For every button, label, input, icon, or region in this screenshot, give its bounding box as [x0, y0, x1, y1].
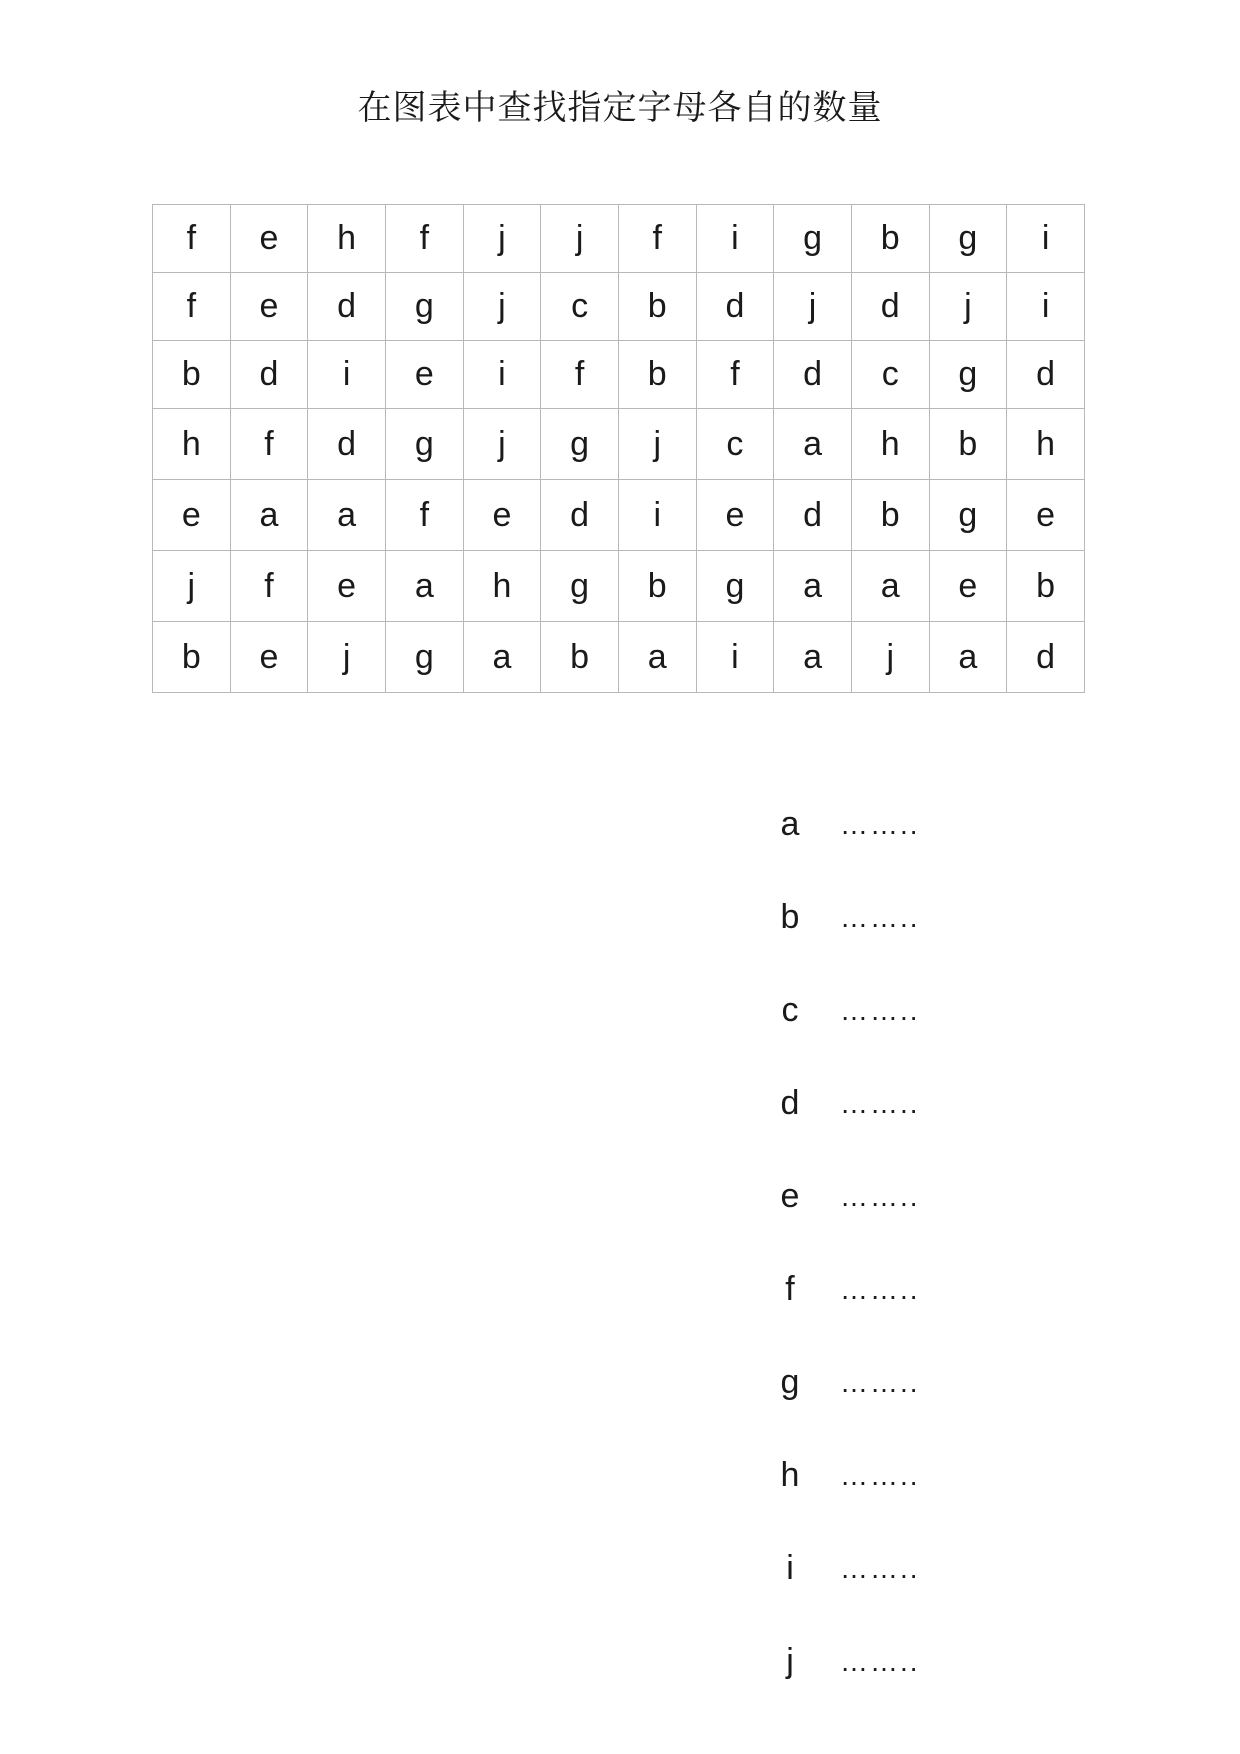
answer-row [770, 1057, 1070, 1150]
grid-cell: d [774, 480, 852, 551]
answer-letter: e [780, 1177, 800, 1215]
grid-cell: g [541, 551, 619, 622]
answer-blank[interactable]: …….. [840, 1087, 920, 1119]
grid-cell: f [541, 341, 619, 409]
grid-row [153, 341, 1085, 409]
answer-blank[interactable]: …….. [840, 1552, 920, 1584]
grid-cell: e [153, 480, 231, 551]
grid-cell: e [463, 480, 541, 551]
grid-cell: e [230, 273, 308, 341]
answer-letter: d [780, 1084, 800, 1122]
answer-letter: j [786, 1642, 794, 1680]
grid-cell: d [774, 341, 852, 409]
answer-letter: b [780, 898, 800, 936]
grid-cell: j [618, 409, 696, 480]
answer-blank[interactable]: …….. [840, 1645, 920, 1677]
answer-letter: g [780, 1363, 800, 1401]
grid-cell: i [1007, 273, 1085, 341]
answer-letter: i [786, 1549, 794, 1587]
letter-grid [152, 204, 1085, 693]
answer-letter: a [780, 805, 800, 843]
grid-cell: j [463, 409, 541, 480]
answer-row [770, 964, 1070, 1057]
grid-cell: d [696, 273, 774, 341]
answer-letter: f [785, 1270, 795, 1308]
grid-cell: e [385, 341, 463, 409]
grid-cell: b [153, 622, 231, 693]
grid-cell: g [929, 341, 1007, 409]
grid-cell: i [696, 205, 774, 273]
grid-cell: c [851, 341, 929, 409]
answer-row [770, 1150, 1070, 1243]
grid-cell: j [463, 273, 541, 341]
grid-cell: h [1007, 409, 1085, 480]
grid-cell: h [308, 205, 386, 273]
grid-row [153, 409, 1085, 480]
answer-row [770, 1522, 1070, 1615]
grid-cell: a [308, 480, 386, 551]
grid-cell: i [618, 480, 696, 551]
answer-row [770, 778, 1070, 871]
answer-list [770, 778, 1070, 1708]
grid-row [153, 273, 1085, 341]
grid-cell: f [230, 409, 308, 480]
grid-cell: j [153, 551, 231, 622]
answer-letter: h [780, 1456, 800, 1494]
grid-cell: i [463, 341, 541, 409]
grid-cell: f [618, 205, 696, 273]
grid-cell: j [541, 205, 619, 273]
grid-cell: f [696, 341, 774, 409]
grid-cell: b [851, 205, 929, 273]
grid-row [153, 205, 1085, 273]
answer-row [770, 1243, 1070, 1336]
grid-cell: a [774, 551, 852, 622]
grid-row [153, 622, 1085, 693]
answer-row [770, 1615, 1070, 1708]
grid-cell: d [1007, 341, 1085, 409]
grid-cell: e [230, 622, 308, 693]
grid-cell: e [1007, 480, 1085, 551]
grid-cell: e [308, 551, 386, 622]
grid-cell: a [774, 409, 852, 480]
grid-cell: d [1007, 622, 1085, 693]
grid-cell: b [1007, 551, 1085, 622]
grid-cell: d [308, 273, 386, 341]
grid-cell: j [774, 273, 852, 341]
grid-cell: a [851, 551, 929, 622]
answer-blank[interactable]: …….. [840, 901, 920, 933]
grid-cell: g [385, 622, 463, 693]
grid-cell: d [541, 480, 619, 551]
grid-cell: g [929, 480, 1007, 551]
grid-cell: f [385, 480, 463, 551]
answer-letter: c [781, 991, 799, 1029]
grid-cell: g [774, 205, 852, 273]
grid-row [153, 551, 1085, 622]
grid-cell: j [463, 205, 541, 273]
answer-row [770, 1429, 1070, 1522]
grid-cell: h [851, 409, 929, 480]
answer-blank[interactable]: …….. [840, 994, 920, 1026]
grid-cell: a [385, 551, 463, 622]
grid-cell: j [851, 622, 929, 693]
answer-blank[interactable]: …….. [840, 808, 920, 840]
grid-cell: f [153, 273, 231, 341]
grid-cell: b [618, 551, 696, 622]
grid-cell: b [618, 273, 696, 341]
grid-cell: e [929, 551, 1007, 622]
grid-cell: e [230, 205, 308, 273]
grid-cell: h [153, 409, 231, 480]
grid-cell: d [230, 341, 308, 409]
grid-cell: b [929, 409, 1007, 480]
grid-cell: g [385, 409, 463, 480]
answer-blank[interactable]: …….. [840, 1366, 920, 1398]
grid-cell: c [541, 273, 619, 341]
grid-cell: f [230, 551, 308, 622]
grid-cell: a [230, 480, 308, 551]
grid-cell: c [696, 409, 774, 480]
grid-cell: g [385, 273, 463, 341]
grid-cell: i [696, 622, 774, 693]
grid-cell: g [929, 205, 1007, 273]
grid-cell: j [929, 273, 1007, 341]
grid-cell: a [929, 622, 1007, 693]
grid-cell: a [774, 622, 852, 693]
page-title: 在图表中查找指定字母各自的数量 [357, 88, 883, 128]
grid-cell: b [153, 341, 231, 409]
grid-cell: h [463, 551, 541, 622]
grid-cell: f [153, 205, 231, 273]
grid-cell: a [618, 622, 696, 693]
answer-blank[interactable]: …….. [840, 1273, 920, 1305]
answer-blank[interactable]: …….. [840, 1459, 920, 1491]
grid-cell: e [696, 480, 774, 551]
grid-cell: b [541, 622, 619, 693]
grid-row [153, 480, 1085, 551]
grid-cell: g [696, 551, 774, 622]
grid-cell: b [851, 480, 929, 551]
grid-cell: i [1007, 205, 1085, 273]
answer-row [770, 871, 1070, 964]
grid-cell: j [308, 622, 386, 693]
grid-cell: g [541, 409, 619, 480]
grid-cell: i [308, 341, 386, 409]
answer-blank[interactable]: …….. [840, 1180, 920, 1212]
answer-row [770, 1336, 1070, 1429]
grid-cell: d [308, 409, 386, 480]
grid-cell: a [463, 622, 541, 693]
grid-cell: b [618, 341, 696, 409]
grid-cell: d [851, 273, 929, 341]
grid-cell: f [385, 205, 463, 273]
